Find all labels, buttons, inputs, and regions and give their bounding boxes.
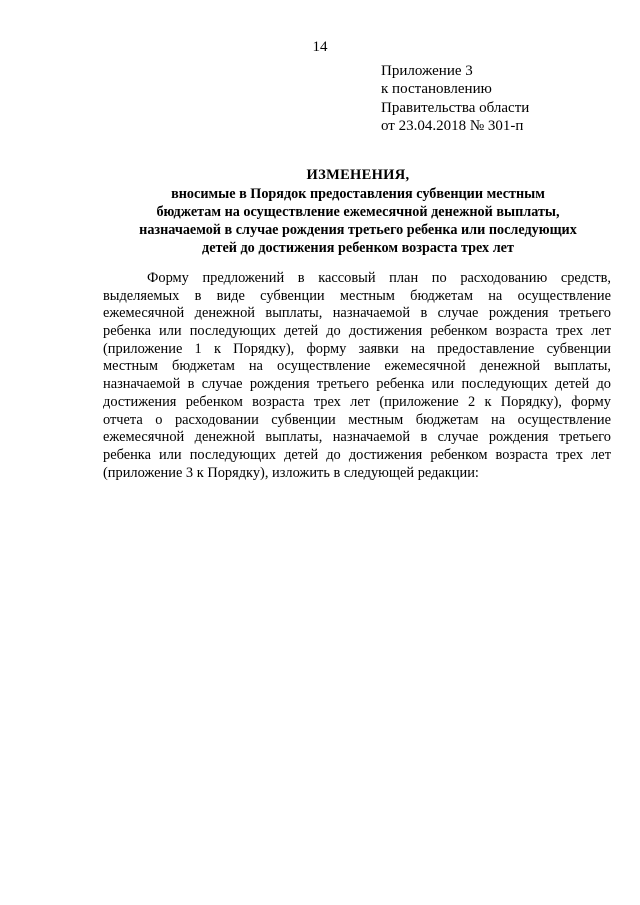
- heading-line: вносимые в Порядок предоставления субвенции местным: [171, 186, 545, 202]
- body-paragraph: [103, 270, 611, 482]
- document-heading: [100, 166, 616, 257]
- heading-line: детей до достижения ребенком возраста трех лет: [202, 240, 514, 256]
- heading-title: ИЗМЕНЕНИЯ,: [306, 167, 410, 183]
- paragraph-line: (приложение 1 к Порядку), форму заявки на предоставление субвенции: [103, 340, 611, 357]
- page-number: 14: [312, 39, 328, 55]
- appendix-line: Правительства области: [381, 99, 530, 116]
- paragraph-line: отчета о расходовании субвенции местным бюджетам на осуществление: [103, 411, 611, 428]
- paragraph-line: достижения ребенком возраста трех лет (приложение 2 к Порядку), форму: [103, 393, 611, 410]
- paragraph-line: выделяемых в виде субвенции местным бюджетам на осуществление: [103, 287, 611, 304]
- heading-line: бюджетам на осуществление ежемесячной денежной выплаты,: [156, 204, 560, 220]
- paragraph-line: ежемесячной денежной выплаты, назначаемой в случае рождения третьего: [103, 305, 611, 322]
- paragraph-line: ребенка или последующих детей до достижения ребенком возраста трех лет: [103, 323, 611, 340]
- paragraph-line: назначаемой в случае рождения третьего ребенка или последующих детей до: [103, 376, 611, 393]
- paragraph-line: (приложение 3 к Порядку), изложить в следующей редакции:: [103, 464, 479, 481]
- appendix-reference: [381, 62, 621, 135]
- heading-line: назначаемой в случае рождения третьего ребенка или последующих: [139, 222, 577, 238]
- appendix-line: от 23.04.2018 № 301-п: [381, 117, 524, 134]
- appendix-line: Приложение 3: [381, 63, 473, 79]
- paragraph-line: ребенка или последующих детей до достижения ребенком возраста трех лет: [103, 446, 611, 463]
- paragraph-line: местным бюджетам на осуществление ежемесячной денежной выплаты,: [103, 358, 611, 375]
- paragraph-line: ежемесячной денежной выплаты, назначаемой в случае рождения третьего: [103, 429, 611, 446]
- appendix-line: к постановлению: [381, 81, 492, 98]
- paragraph-line: Форму предложений в кассовый план по расходованию средств,: [147, 270, 611, 286]
